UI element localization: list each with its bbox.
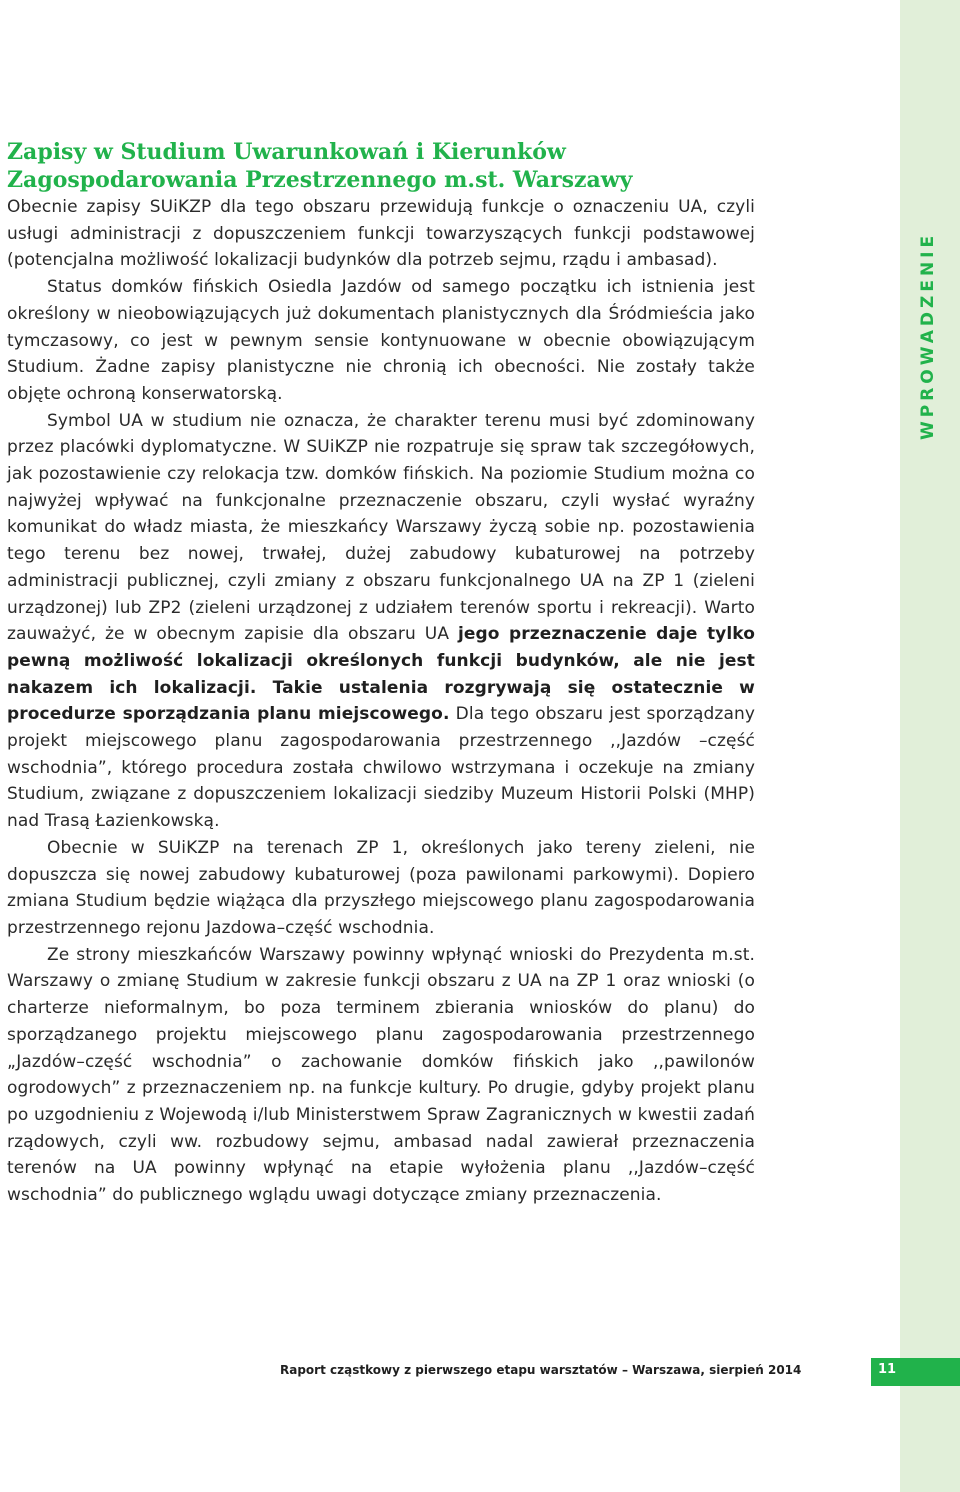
paragraph-5: [7, 942, 755, 1209]
main-content: [7, 138, 755, 1209]
paragraph-text: Dla tego obszaru jest sporządzany projekt miejscowego planu zagospodarowania przestrzennego ,,Jazdów –część wschodnia”, którego procedura została chwilowo wstrzymana i oczekuje na zmiany Studium, związane z dopuszczeniem lokalizacji siedziby Muzeum Historii Polski (MHP) nad Trasą Łazienkowską.: [7, 704, 756, 832]
paragraph-text: Ze strony mieszkańców Warszawy powinny wpłynąć wnioski do Prezydenta m.st. Warszawy o zmianę Studium w zakresie funkcji obszaru z UA na ZP 1 oraz wnioski (o charterze nieformalnym, bo poza terminem zbierania wniosków do planu) do sporządzanego projektu miejscowego planu zagospodarowania przestrzennego „Jazdów–część wschodnia” o zachowanie domków fińskich jako ,,pawilonów ogrodowych” z przeznaczeniem np. na funkcje kultury. Po drugie, gdyby projekt planu po uzgodnieniu z Wojewodą i/lub Ministerstwem Spraw Zagranicznych w kwestii zadań rządowych, czyli ww. rozbudowy sejmu, ambasad nadal zawierał przeznaczenia terenów na UA powinny wpłynąć na etapie wyłożenia planu ,,Jazdów–część wschodnia” do publicznego wglądu uwagi dotyczące zmiany przeznaczenia.: [7, 944, 755, 1206]
section-label: WPROWADZENIE: [918, 231, 938, 440]
paragraph-2: [7, 274, 755, 408]
section-title: Zapisy w Studium Uwarunkowań i Kierunków Zagospodarowania Przestrzennego m.st. Warszawy: [7, 139, 633, 193]
paragraph-4: [7, 835, 755, 942]
paragraph-3: [7, 408, 755, 835]
footer-caption: Raport cząstkowy z pierwszego etapu warsztatów – Warszawa, sierpień 2014: [280, 1363, 802, 1377]
paragraph-text: Status domków fińskich Osiedla Jazdów od samego początku ich istnienia jest określony w nieobowiązujących już dokumentach planistycznych dla Śródmieścia jako tymczasowy, co jest w pewnym sensie kontynuowane w obecnie obowiązującym Studium. Żadne zapisy planistyczne nie chronią ich obecności. Nie zostały także objęte ochroną konserwatorską.: [7, 277, 755, 404]
paragraph-bold-text: jego przeznaczenie daje tylko pewną możliwość lokalizacji określonych funkcji budynków, ale nie jest nakazem ich lokalizacji. Takie ustalenia rozgrywają się ostatecznie w procedurze sporządzania planu miejscowego.: [7, 624, 756, 725]
paragraph-text: Obecnie w SUiKZP na terenach ZP 1, określonych jako tereny zieleni, nie dopuszcza się nowej zabudowy kubaturowej (poza pawilonami parkowymi). Dopiero zmiana Studium będzie wiążąca dla przyszłego miejscowego planu zagospodarowania przestrzennego rejonu Jazdowa–część wschodnia.: [7, 837, 755, 938]
page-number: 11: [878, 1362, 897, 1377]
paragraph-text: Obecnie zapisy SUiKZP dla tego obszaru przewidują funkcje o oznaczeniu UA, czyli usługi administracji z dopuszczeniem funkcji towarzyszących funkcji podstawowej (potencjalna możliwość lokalizacji budynków dla potrzeb sejmu, rządu i ambasad).: [7, 197, 755, 271]
paragraph-1: [7, 194, 755, 274]
paragraph-text: Symbol UA w studium nie oznacza, że charakter terenu musi być zdominowany przez placówki dyplomatyczne. W SUiKZP nie rozpatruje się spraw tak szczegółowych, jak pozostawienie czy relokacja tzw. domków fińskich. Na poziomie Studium można co najwyżej wpływać na funkcjonalne przeznaczenie obszaru, czyli wysłać wyraźny komunikat do władz miasta, że mieszkańcy Warszawy życzą sobie np. pozostawienia tego terenu bez nowej, trwałej, dużej zabudowy kubaturowej na potrzeby administracji publicznej, czyli zmiany z obszaru funkcjonalnego UA na ZP 1 (zieleni urządzonej) lub ZP2 (zieleni urządzonej z udziałem terenów sportu i rekreacji). Warto zauważyć, że w obecnym zapisie dla obszaru UA: [7, 410, 755, 645]
